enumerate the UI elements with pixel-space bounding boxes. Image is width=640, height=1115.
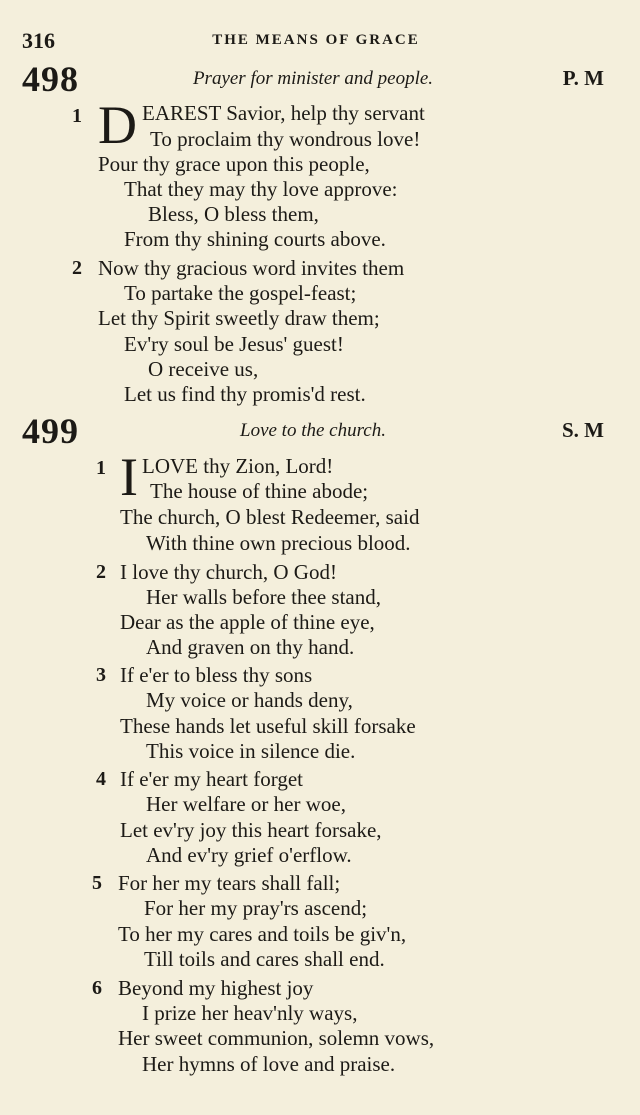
verse-line: From thy shining courts above. xyxy=(124,227,386,251)
verse-line: I love thy church, O God! xyxy=(120,560,337,584)
drop-cap: D xyxy=(98,95,137,155)
verse-line: For her my tears shall fall; xyxy=(118,871,341,895)
verse-line: Till toils and cares shall end. xyxy=(144,947,385,971)
verse-line: Her welfare or her woe, xyxy=(146,792,346,816)
verse-line: Bless, O bless them, xyxy=(148,202,319,226)
verse-line: My voice or hands deny, xyxy=(146,688,353,712)
hymn-number: 499 xyxy=(22,411,79,451)
verse-number: 1 xyxy=(72,105,82,127)
verse-line: Beyond my highest joy xyxy=(118,976,314,1000)
verse-line: To proclaim thy wondrous love! xyxy=(150,127,421,151)
hymn-499-heading xyxy=(22,410,604,450)
verse-line: Let us find thy promis'd rest. xyxy=(124,382,366,406)
verse-line: The house of thine abode; xyxy=(150,479,369,503)
verse-line: Let ev'ry joy this heart forsake, xyxy=(120,818,382,842)
verse-number: 3 xyxy=(96,664,106,686)
verse-line: For her my pray'rs ascend; xyxy=(144,896,368,920)
verse-line: With thine own precious blood. xyxy=(146,531,411,555)
verse-number: 4 xyxy=(96,768,106,790)
verse-line: EAREST Savior, help thy servant xyxy=(142,101,425,125)
verse-line: If e'er to bless thy sons xyxy=(120,663,313,687)
verse-number: 6 xyxy=(92,977,102,999)
verse-number: 5 xyxy=(92,872,102,894)
verse-line: This voice in silence die. xyxy=(146,739,356,763)
verse-line: That they may thy love approve: xyxy=(124,177,398,201)
running-title: THE MEANS OF GRACE xyxy=(212,32,420,48)
verse-line: Her hymns of love and praise. xyxy=(142,1052,396,1076)
verse-line: Ev'ry soul be Jesus' guest! xyxy=(124,332,344,356)
hymn-title: Love to the church. xyxy=(240,420,386,441)
verse-line: Now thy gracious word invites them xyxy=(98,256,405,280)
verse-line: The church, O blest Redeemer, said xyxy=(120,505,420,529)
verse-line: Let thy Spirit sweetly draw them; xyxy=(98,306,380,330)
hymn-number: 498 xyxy=(22,59,79,99)
verse-line: To her my cares and toils be giv'n, xyxy=(118,922,407,946)
hymn-title: Prayer for minister and people. xyxy=(192,68,434,89)
verse-line: And ev'ry grief o'erflow. xyxy=(146,843,352,867)
verse-line: If e'er my heart forget xyxy=(120,767,303,791)
verse-number: 2 xyxy=(96,561,106,583)
verse-line: Her sweet communion, solemn vows, xyxy=(118,1026,435,1050)
verse-number: 1 xyxy=(96,457,106,479)
verse-line: Dear as the apple of thine eye, xyxy=(120,610,375,634)
hymn-meter: S. M xyxy=(562,418,604,442)
hymn-meter: P. M xyxy=(562,66,604,90)
verse-line: I prize her heav'nly ways, xyxy=(142,1001,358,1025)
verse-number: 2 xyxy=(72,257,82,279)
verse-line: O receive us, xyxy=(148,357,259,381)
verse-line: Pour thy grace upon this people, xyxy=(98,152,370,176)
page-number: 316 xyxy=(22,28,55,53)
verse-line: To partake the gospel-feast; xyxy=(124,281,357,305)
verse-line: Her walls before thee stand, xyxy=(146,585,381,609)
drop-cap: I xyxy=(120,447,138,507)
verse-line: These hands let useful skill forsake xyxy=(120,714,416,738)
page-header xyxy=(22,28,610,58)
verse-line: And graven on thy hand. xyxy=(146,635,355,659)
hymn-498-heading xyxy=(22,58,604,98)
verse-line: LOVE thy Zion, Lord! xyxy=(142,454,334,478)
